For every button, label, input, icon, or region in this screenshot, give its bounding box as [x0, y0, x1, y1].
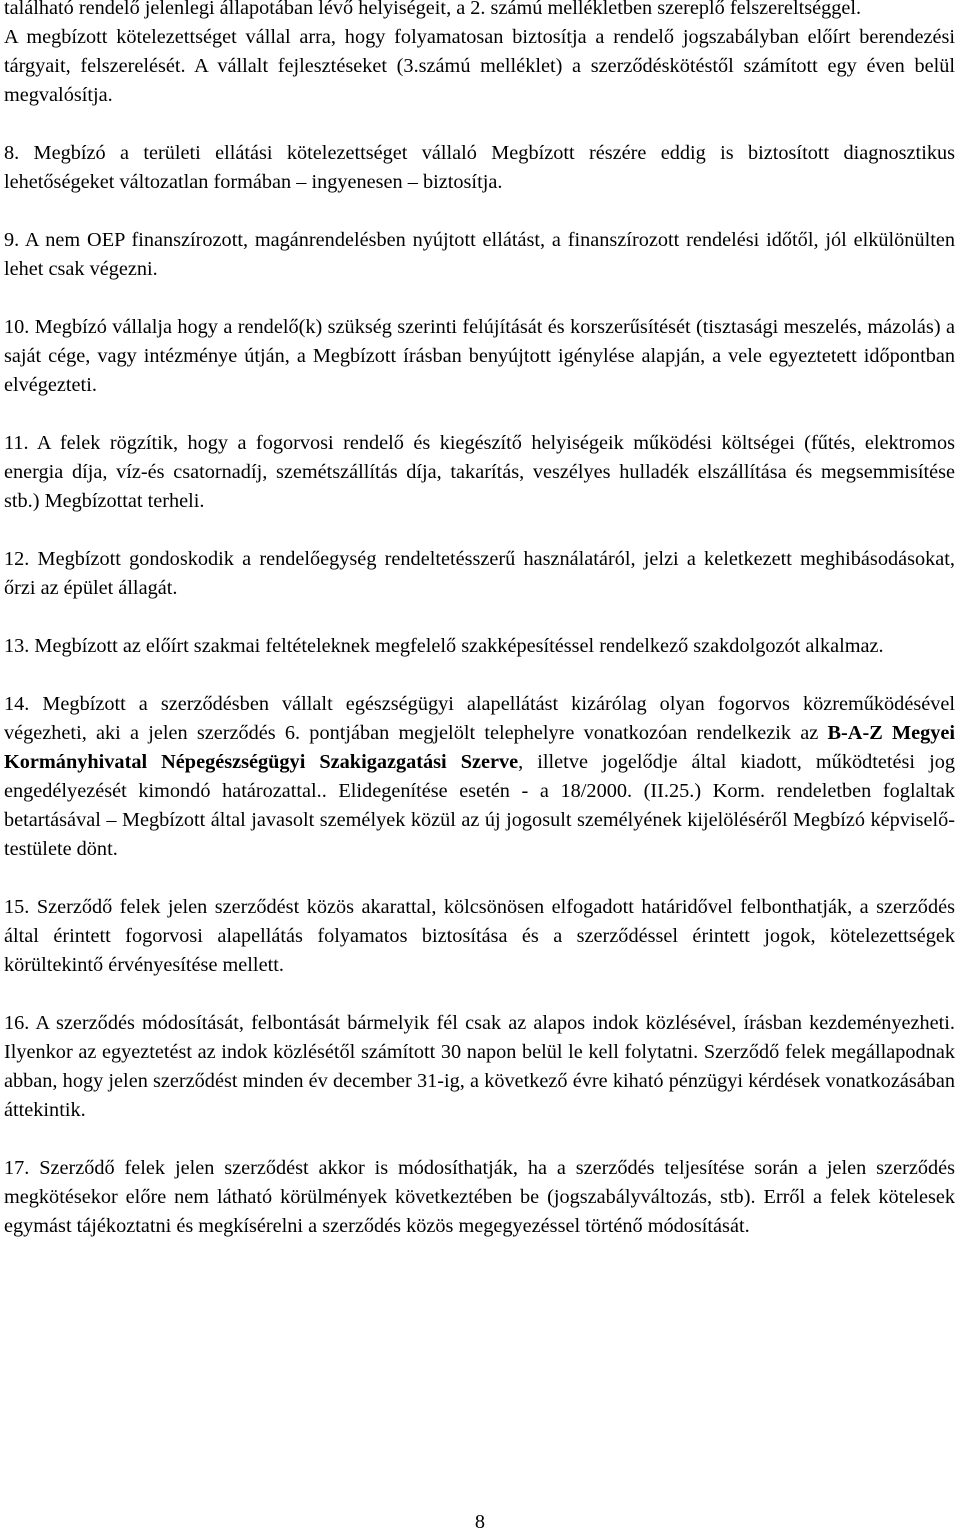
- paragraph-7-continuation-b: A megbízott kötelezettséget vállal arra, hogy folyamatosan biztosítja a rendelő jogszabályban előírt berendezési tárgyait, felszerelését. A vállalt fejlesztéseket (3.számú melléklet) a szerződéskötéstől számított egy éven belül megvalósítja.: [4, 26, 955, 106]
- document-body: [4, 0, 955, 1270]
- paragraph-14: [4, 690, 955, 864]
- page-number: 8: [474, 1511, 486, 1533]
- paragraph-15: 15. Szerződő felek jelen szerződést közös akarattal, kölcsönösen elfogadott határidővel felbonthatják, a szerződés által érintett fogorvosi alapellátás folyamatos biztosítása és a szerződéssel érintett jogok, kötelezettségek körültekintő érvényesítése mellett.: [4, 896, 955, 976]
- paragraph-7-continuation-a: található rendelő jelenlegi állapotában lévő helyiségeit, a 2. számú mellékletben szereplő felszereltséggel.: [4, 0, 862, 19]
- paragraph-9: 9. A nem OEP finanszírozott, magánrendelésben nyújtott ellátást, a finanszírozott rendelési időtől, jól elkülönülten lehet csak végezni.: [4, 229, 955, 280]
- paragraph-14-text-after: , illetve jogelődje által kiadott, működtetési jog engedélyezését kimondó határozattal.. Elidegenítése esetén - a 18/2000. (II.25.) Korm. rendeletben foglaltak betartásával – Megbízott által javasolt személyek közül az új jogosult személyének kijelöléséről Megbízó képviselő-testülete dönt.: [4, 751, 955, 860]
- paragraph-14-text-before: 14. Megbízott a szerződésben vállalt egészségügyi alapellátást kizárólag olyan fogorvos közreműködésével végezheti, aki a jelen szerződés 6. pontjában megjelölt telephelyre vonatkozóan rendelkezik az: [4, 693, 955, 744]
- paragraph-12: 12. Megbízott gondoskodik a rendelőegység rendeltetésszerű használatáról, jelzi a keletkezett meghibásodásokat, őrzi az épület állagát.: [4, 548, 955, 599]
- paragraph-11: 11. A felek rögzítik, hogy a fogorvosi rendelő és kiegészítő helyiségeik működési költségei (fűtés, elektromos energia díja, víz-és csatornadíj, szemétszállítás díja, takarítás, veszélyes hulladék elszállítása és megsemmisítése stb.) Megbízottat terheli.: [4, 432, 955, 512]
- paragraph-16: 16. A szerződés módosítását, felbontását bármelyik fél csak az alapos indok közlésével, írásban kezdeményezheti. Ilyenkor az egyeztetést az indok közlésétől számított 30 napon belül le kell folytatni. Szerződő felek megállapodnak abban, hogy jelen szerződést minden év december 31-ig, a következő évre kiható pénzügyi kérdések vonatkozásában áttekintik.: [4, 1012, 955, 1121]
- paragraph-14-authority-name: B-A-Z Megyei Kormányhivatal Népegészségügyi Szakigazgatási Szerve: [4, 722, 956, 773]
- paragraph-10: 10. Megbízó vállalja hogy a rendelő(k) szükség szerinti felújítását és korszerűsítését (tisztasági meszelés, mázolás) a saját cége, vagy intézménye útján, a Megbízott írásban benyújtott igénylése alapján, a vele egyeztetett időpontban elvégezteti.: [4, 316, 955, 396]
- paragraph-13: 13. Megbízott az előírt szakmai feltételeknek megfelelő szakképesítéssel rendelkező szakdolgozót alkalmaz.: [4, 635, 884, 657]
- paragraph-8: 8. Megbízó a területi ellátási kötelezettséget vállaló Megbízott részére eddig is biztosított diagnosztikus lehetőségeket változatlan formában – ingyenesen – biztosítja.: [4, 142, 955, 193]
- paragraph-17: 17. Szerződő felek jelen szerződést akkor is módosíthatják, ha a szerződés teljesítése során a jelen szerződés megkötésekor előre nem látható körülmények következtében be (jogszabályváltozás, stb). Erről a felek kötelesek egymást tájékoztatni és megkísérelni a szerződés közös megegyezéssel történő módosítását.: [4, 1157, 955, 1237]
